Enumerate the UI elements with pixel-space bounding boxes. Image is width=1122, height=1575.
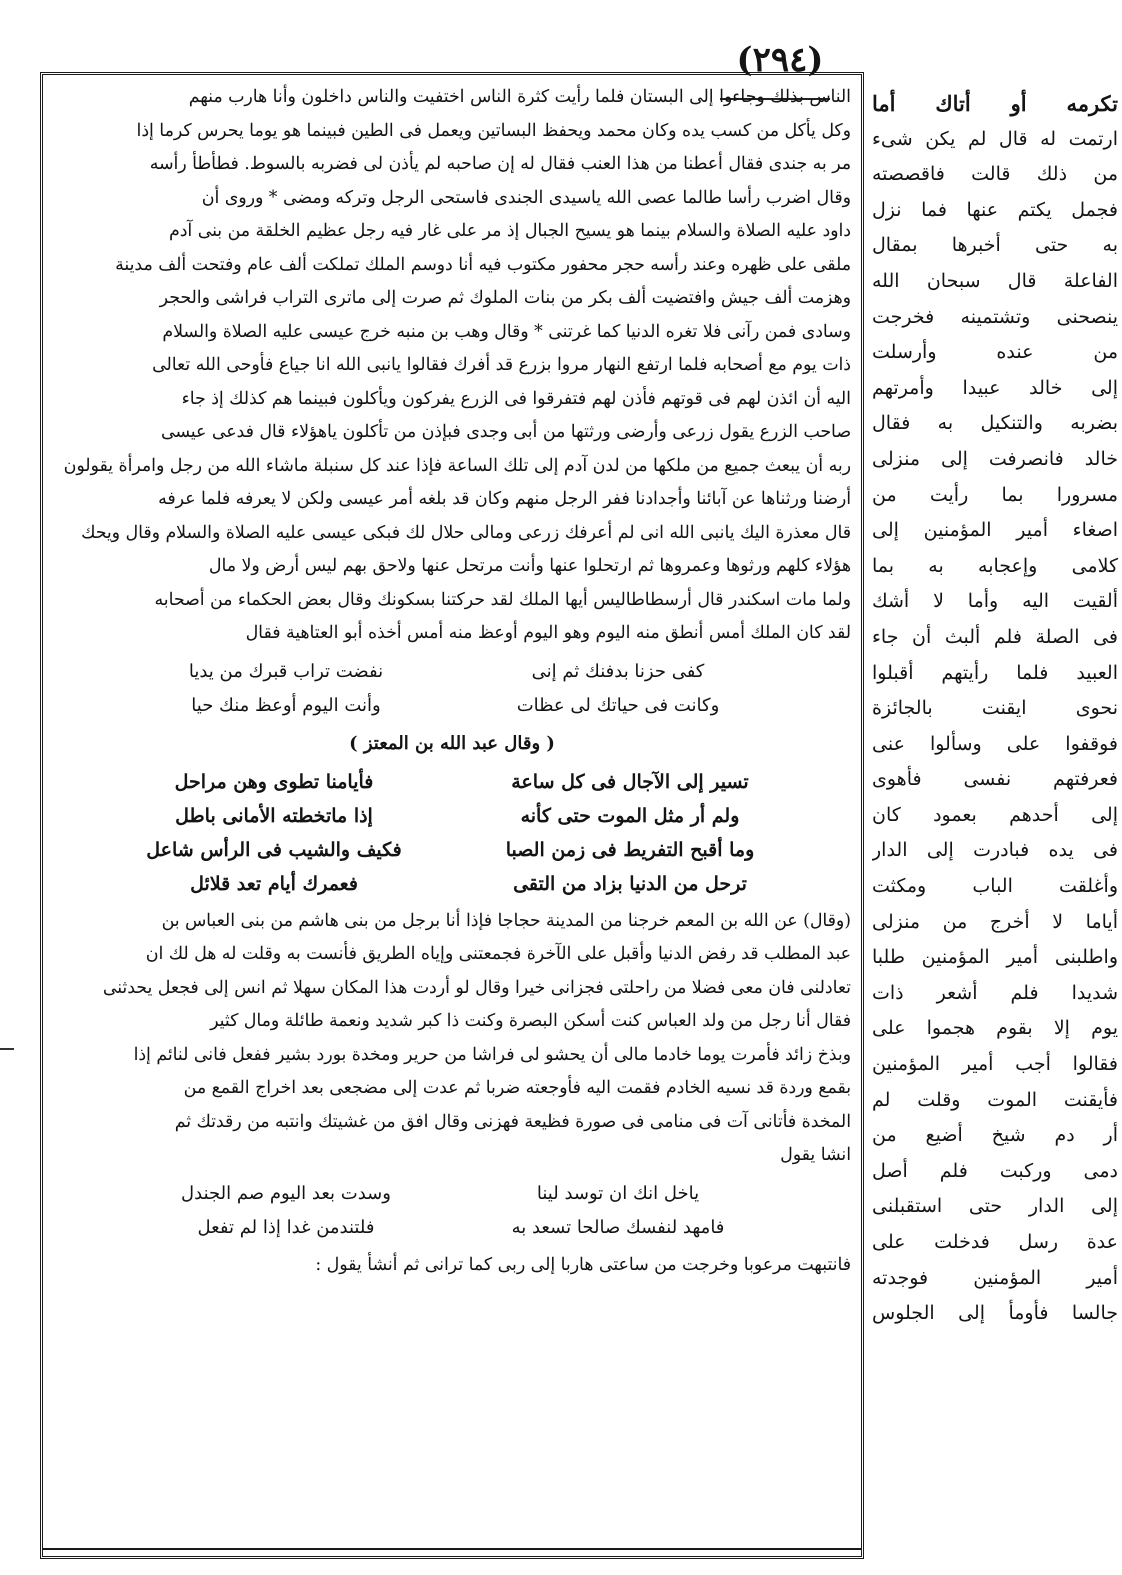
text-line: ربه أن يبعث جميع من ملكها من لدن آدم إلى تلك الساعة فإذا عند كل سنبلة ماشاء الله من رجل وامرأة يقولون [63, 455, 851, 476]
side-text-line: فى الصلة فلم ألبث أن جاء [872, 625, 1118, 648]
side-text-line: أياما لا أخرج من منزلى [872, 910, 1118, 933]
verse [53, 1177, 851, 1211]
verse [53, 867, 851, 901]
main-text-frame [40, 72, 864, 1559]
text-line: وهزمت ألف جيش وافتضيت ألف بكر من بنات الملوك ثم صرت إلى ماترى التراب فراشى والحجر [159, 288, 851, 308]
text-line: مر به جندى فقال أعطنا من هذا العنب فقال له إن صاحبه لم يأذن لى فضربه بالسوط. فطأطأ رأسه [149, 154, 851, 174]
side-text-line: أر دم شيخ أضيع من [872, 1124, 1118, 1147]
margin-tick-mark [0, 1048, 14, 1050]
side-text-line: جالسا فأومأ إلى الجلوس [872, 1302, 1118, 1325]
verse [53, 689, 851, 723]
side-text-line: وأغلقت الباب ومكثت [872, 875, 1118, 898]
text-line: المخدة فأتانى آت فى منامى فى صورة فظيعة فهزنى وقال افق من غشيتك وانتبه من رقدتك ثم [174, 1111, 851, 1132]
text-line: داود عليه الصلاة والسلام بينما هو يسيح الجبال إذ مر على غار فيه رجل عظيم الخلقة من بنى آدم [169, 221, 851, 241]
side-text-line: بضربه والتنكيل به فقال [872, 412, 1118, 435]
text-line: انشا يقول [780, 1145, 851, 1165]
text-line: تعادلنى فان معى فضلا من راحلتى فجزانى خيرا وقال لو أردت هذا المكان سهلا ثم انس إلى فجعل يحدثنى [102, 977, 851, 998]
side-text-line: عدة رسل فدخلت على [872, 1231, 1118, 1253]
side-text-line: أمير المؤمنين فوجدته [872, 1266, 1118, 1289]
side-text-line: شديدا فلم أشعر ذات [872, 981, 1118, 1004]
verse [53, 799, 851, 833]
side-text-line: يوم إلا بقوم هجموا على [872, 1017, 1118, 1040]
side-text-line: إلى أحدهم بعمود كان [872, 803, 1118, 826]
text-line: بقمع وردة قد نسيه الخادم فقمت اليه فأوجعته ضربا ثم عدت إلى مضجعى بعد اخراج القمع من [183, 1078, 851, 1098]
side-text-line: دمى وركبت فلم أصل [872, 1159, 1118, 1182]
verse [53, 655, 851, 689]
text-line: قال معذرة اليك يانبى الله انى لم أعرفك زرعى ومالى حلال لك فبكى عيسى عليه الصلاة والسلام وقال ويحك [81, 522, 851, 543]
text-line: ذات يوم مع أصحابه فلما ارتفع النهار مروا بزرع قد أفرك فقالوا يانبى الله انا جياع فأوحى الله تعالى [152, 355, 851, 375]
poem-dream [53, 1177, 851, 1245]
poem-ibn-al-mutazz [53, 765, 851, 901]
verse [53, 765, 851, 799]
hemistich-right: ترحل من الدنيا بزاد من التقى [513, 872, 747, 895]
side-text-line: فوقفوا على وسألوا عنى [872, 732, 1118, 755]
side-text-line: إلى الدار حتى استقبلنى [872, 1195, 1118, 1218]
side-text-line: الفاعلة قال سبحان الله [872, 269, 1118, 292]
text-line: وسادى فمن رآنى فلا تغره الدنيا كما غرتنى * وقال وهب بن منبه خرج عيسى عليه الصلاة والسلام [162, 321, 851, 342]
paragraph-2 [53, 905, 851, 1173]
hemistich-left: وسدت بعد اليوم صم الجندل [181, 1182, 391, 1204]
hemistich-left: نفضت تراب قبرك من يديا [188, 660, 384, 682]
text-line: وبذخ زائد فأمرت يوما خادما مالى أن يحشو لى فراشا من حرير ومخدة بورد بشير ففعل فانى لنائم إذا [133, 1044, 851, 1065]
text-line: الناس بذلك وجاءوا إلى البستان فلما رأيت كثرة الناس اختفيت والناس داخلون وأنا هارب منهم [188, 87, 851, 107]
verse [53, 833, 851, 867]
side-text-line: العبيد فلما رأيتهم أقبلوا [872, 661, 1118, 684]
hemistich-left: فلتندمن غدا إذا لم تفعل [197, 1216, 375, 1238]
side-text-line: فعرفتهم نفسى فأهوى [872, 768, 1118, 791]
text-line: لقد كان الملك أمس أنطق منه اليوم وهو اليوم أوعظ منه أمس أخذه أبو العتاهية فقال [245, 623, 851, 643]
hemistich-right: تسير إلى الآجال فى كل ساعة [511, 770, 749, 793]
text-line: وقال اضرب رأسا طالما عصى الله ياسيدى الجندى فاستحى الرجل وتركه ومضى * وروى أن [201, 187, 851, 208]
verse [53, 1211, 851, 1245]
side-text-line: به حتى أخبرها بمقال [872, 234, 1118, 257]
side-text-line: كلامى وإعجابه به بما [872, 554, 1118, 577]
poem-heading: ( وقال عبد الله بن المعتز ) [349, 732, 555, 754]
side-text-line: ينصحنى وتشتمينه فخرجت [872, 305, 1118, 328]
hemistich-left: فعمرك أيام تعد قلائل [190, 872, 358, 895]
text-line: وكل يأكل من كسب يده وكان محمد ويحفظ البساتين ويعمل فى الطين فبينما هو يوما يحرس كرما إذا [136, 120, 851, 141]
text-line: أرضنا ورثناها عن آبائنا وأجدادنا ففر الرجل منهم وكان قد بلغه أمر عيسى ولكن لا يعرفه فلما عرفه [158, 489, 851, 509]
side-column [872, 86, 1118, 1566]
side-text-line: واطلبنى أمير المؤمنين طلبا [872, 946, 1118, 969]
text-line: هؤلاء كلهم ورثوها وعمروها ثم ارتحلوا عنها وأنت مرتحل عنها ولاحق بهم ليس أرض ولا مال [208, 556, 851, 576]
side-text-line: فأيقنت الموت وقلت لم [872, 1088, 1118, 1111]
hemistich-left: فكيف والشيب فى الرأس شاعل [146, 838, 402, 861]
side-text-line: من ذلك قالت فاقصصته [872, 163, 1118, 186]
text-line: صاحب الزرع يقول زرعى وأرضى ورثتها من أبى وجدى فبإذن من تأكلون ياهؤلاء قال فدعى عيسى [160, 422, 851, 442]
side-text-line: من عنده وأرسلت [872, 341, 1118, 364]
final-line: فانتبهت مرعوبا وخرجت من ساعتى هاربا إلى ربى كما ترانى ثم أنشأ يقول : [315, 1254, 851, 1275]
page-number-text: (٢٩٤) [736, 40, 824, 80]
text-line: ولما مات اسكندر قال أرسطاطاليس أيها الملك لقد حركتنا بسكونك وقال بعض الحكماء من أصحابه [154, 589, 851, 610]
hemistich-left: إذا ماتخطته الأمانى باطل [175, 804, 373, 827]
hemistich-right: كفى حزنا بدفنك ثم إنى [531, 660, 705, 682]
hemistich-right: فامهد لنفسك صالحا تسعد به [511, 1216, 725, 1238]
side-text-line: اصغاء أمير المؤمنين إلى [872, 519, 1118, 542]
side-text-line: إلى خالد عبيدا وأمرتهم [872, 376, 1118, 399]
side-text-line: خالد فانصرفت إلى منزلى [872, 447, 1118, 470]
hemistich-right: وكانت فى حياتك لى عظات [516, 694, 720, 716]
text-line: فقال أنا رجل من ولد العباس كنت أسكن البصرة وكنت ذا كبر شديد ونعمة طائلة ومال كثير [210, 1011, 851, 1031]
text-line: (وقال) عن الله بن المعم خرجنا من المدينة حجاجا فإذا أنا برجل من بنى هاشم من بنى العباس بن [161, 910, 851, 931]
side-text-line: فقالوا أجب أمير المؤمنين [872, 1053, 1118, 1076]
side-text-line: نحوى ايقنت بالجائزة [872, 697, 1118, 720]
paragraph-1 [53, 81, 851, 651]
text-line: عبد المطلب قد رفض الدنيا وأقبل على الآخرة فجمعتنى وإياه الطريق فأنست به وقلت له هل لك ان [145, 944, 851, 964]
hemistich-right: ولم أر مثل الموت حتى كأنه [520, 804, 740, 827]
hemistich-left: وأنت اليوم أوعظ منك حيا [191, 694, 381, 716]
side-text-line: فى يده فبادرت إلى الدار [872, 839, 1118, 862]
poem-abu-al-atahiya [53, 655, 851, 723]
hemistich-right: وما أقبح التفريط فى زمن الصبا [505, 838, 755, 861]
text-line: اليه أن ائذن لهم فى قوتهم فأذن لهم فتفرقوا فى الزرع يفركون ويأكلون فبينما هم كذلك إذ جاء [181, 388, 851, 409]
hemistich-right: ياخل انك ان توسد لينا [536, 1182, 700, 1204]
side-text-line: ألقيت اليه وأما لا أشك [872, 590, 1118, 613]
hemistich-left: فأيامنا تطوى وهن مراحل [174, 770, 374, 793]
side-text-line: تكرمه أو أتاك أما [872, 91, 1118, 116]
side-text-line: ارتمت له قال لم يكن شىء [872, 127, 1118, 150]
side-text-line: مسرورا بما رأيت من [872, 483, 1118, 506]
text-line: ملقى على ظهره وعند رأسه حجر محفور مكتوب فيه أنا دوسم الملك تملكت ألف عام وفتحت ألف مدينة [115, 254, 851, 275]
side-text-line: فجمل يكتم عنها فما نزل [872, 198, 1118, 221]
